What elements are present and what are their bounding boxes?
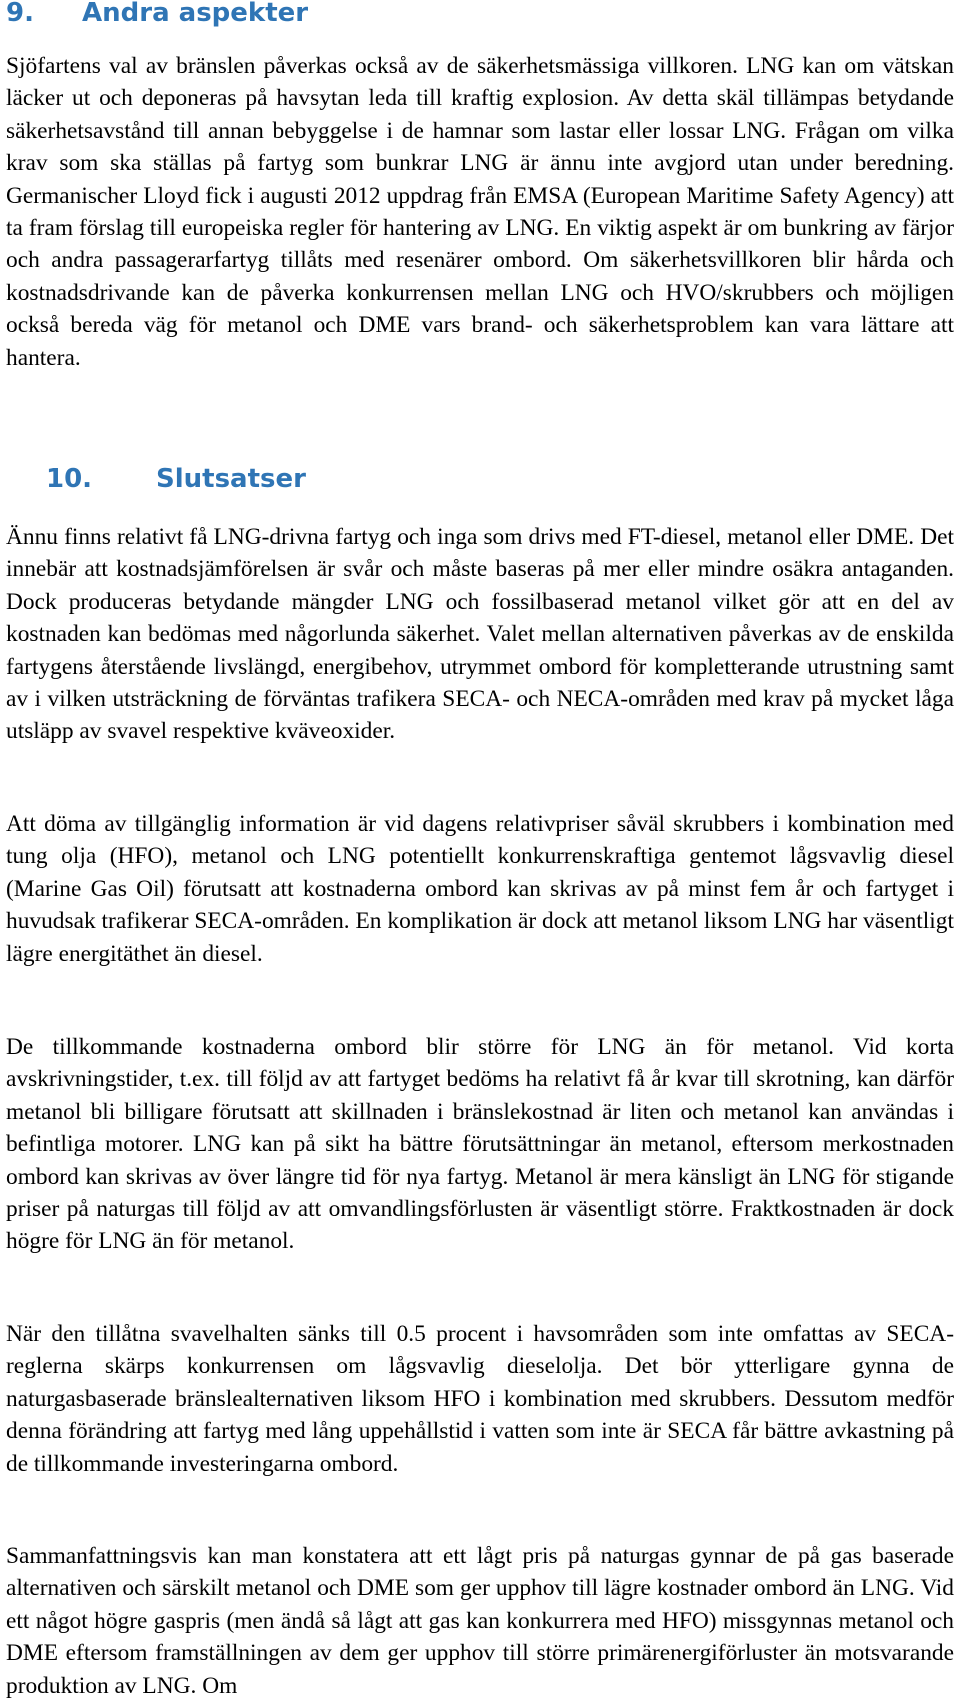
section-9-title: Andra aspekter	[82, 0, 309, 28]
section-10-paragraph-1: Ännu finns relativt få LNG-drivna fartyg och inga som drivs med FT-diesel, metanol eller DME. Det innebär att kostnadsjämförelsen är svår och måste baseras på mer eller mindre osäkra antaganden. Dock produceras betydande mängder LNG och fossilbaserad metanol vilket gör att en del av kostnaden kan bedömas med någorlunda säkerhet. Valet mellan alternativen påverkas av de enskilda fartygens återstående livslängd, energibehov, utrymmet ombord för kompletterande utrustning samt av i vilken utsträckning de förväntas trafikera SECA- och NECA-områden med krav på mycket låga utsläpp av svavel respektive kväveoxider.	[6, 524, 954, 745]
section-10-paragraph-3: De tillkommande kostnaderna ombord blir större för LNG än för metanol. Vid korta avskrivningstider, t.ex. till följd av att fartyget bedöms ha relativt få år kvar till skrotning, kan därför metanol bli billigare förutsatt att skillnaden i bränslekostnad är liten och metanol kan användas i befintliga motorer. LNG kan på sikt ha bättre förutsättningar än metanol, eftersom merkostnaden ombord kan skrivas av över längre tid för nya fartyg. Metanol är mera känsligt än LNG för stigande priser på naturgas till följd av att omvandlingsförlusten är väsentligt större. Fraktkostnaden är dock högre för LNG än för metanol.	[6, 1034, 954, 1255]
section-10-title: Slutsatser	[156, 464, 306, 494]
section-9-heading	[6, 0, 954, 28]
section-10-heading	[46, 462, 306, 496]
section-9	[6, 0, 954, 371]
section-10-number: 10.	[46, 464, 93, 494]
section-10-paragraph-4: När den tillåtna svavelhalten sänks till 0.5 procent i havsområden som inte omfattas av SECA-reglerna skärps konkurrensen om lågsvavlig dieselolja. Det bör ytterligare gynna de naturgasbaserade bränslealternativen liksom HFO i kombination med skrubbers. Dessutom medför denna förändring att fartyg med lång uppehållstid i vatten som inte är SECA får bättre avkastning på de tillkommande investeringarna ombord.	[6, 1321, 954, 1477]
section-10-paragraph-2: Att döma av tillgänglig information är vid dagens relativpriser såväl skrubbers i kombination med tung olja (HFO), metanol och LNG potentiellt konkurrenskraftiga gentemot lågsvavlig diesel (Marine Gas Oil) förutsatt att kostnaderna ombord kan skrivas av på minst fem år och fartyget i huvudsak trafikerar SECA-områden. En komplikation är dock att metanol liksom LNG har väsentligt lägre energitäthet än diesel.	[6, 811, 954, 967]
section-9-paragraph-1: Sjöfartens val av bränslen påverkas också av de säkerhetsmässiga villkoren. LNG kan om vätskan läcker ut och deponeras på havsytan leda till kraftig explosion. Av detta skäl tillämpas betydande säkerhetsavstånd till annan bebyggelse i de hamnar som lastar eller lossar LNG. Frågan om vilka krav som ska ställas på fartyg som bunkrar LNG är ännu inte avgjord utan under beredning. Germanischer Lloyd fick i augusti 2012 uppdrag från EMSA (European Maritime Safety Agency) att ta fram förslag till europeiska regler för hantering av LNG. En viktig aspekt är om bunkring av färjor och andra passagerarfartyg tillåts med resenärer ombord. Om säkerhetsvillkoren blir hårda och kostnadsdrivande kan de påverka konkurrensen mellan LNG och HVO/skrubbers och möjligen också bereda väg för metanol och DME vars brand- och säkerhetsproblem kan vara lättare att hantera.	[6, 53, 954, 371]
section-9-number: 9.	[6, 0, 34, 28]
section-10-paragraph-5: Sammanfattningsvis kan man konstatera att ett lågt pris på naturgas gynnar de på gas baserade alternativen och särskilt metanol och DME som ger upphov till lägre kostnader ombord än LNG. Vid ett något högre gaspris (men ändå så lågt att gas kan konkurrera med HFO) missgynnas metanol och DME eftersom framställningen av dem ger upphov till större primärenergiförluster än motsvarande produktion av LNG. Om	[6, 1543, 954, 1699]
